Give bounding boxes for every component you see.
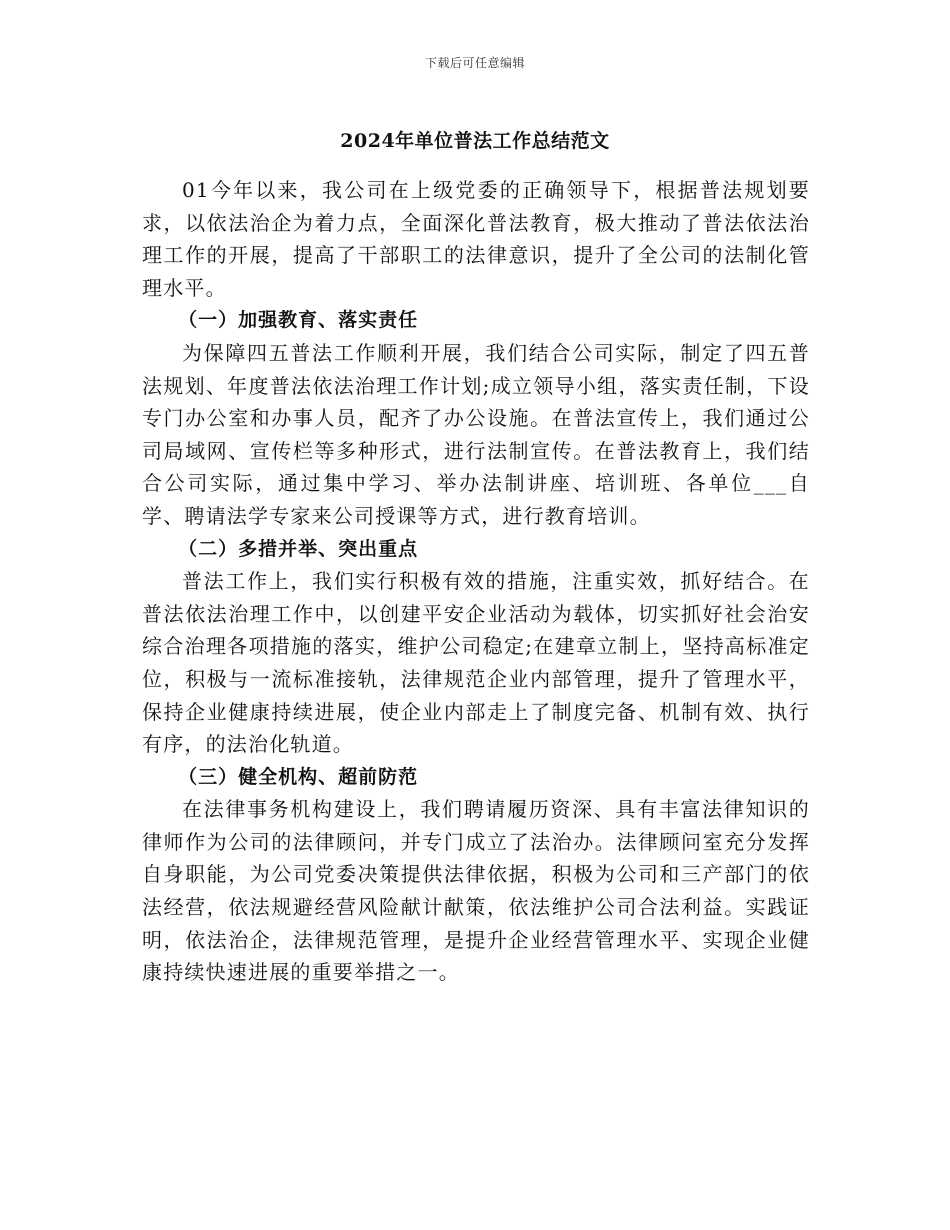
section-body-3: 在法律事务机构建设上，我们聘请履历资深、具有丰富法律知识的律师作为公司的法律顾问，并专门成立了法治办。法律顾问室充分发挥自身职能，为公司党委决策提供法律依据，积极为公司和三产部门的依法经营，依法规避经营风险献计献策，依法维护公司合法利益。实践证明，依法治企，法律规范管理，是提升企业经营管理水平、实现企业健康持续快速进展的重要举措之一。 (142, 797, 810, 985)
section-body-2: 普法工作上，我们实行积极有效的措施，注重实效，抓好结合。在普法依法治理工作中，以创建平安企业活动为载体，切实抓好社会治安综合治理各项措施的落实，维护公司稳定;在建章立制上，坚持高标准定位，积极与一流标准接轨，法律规范企业内部管理，提升了管理水平，保持企业健康持续进展，使企业内部走上了制度完备、机制有效、执行有序，的法治化轨道。 (142, 569, 810, 757)
section-heading-2: （二）多措并举、突出重点 (178, 537, 419, 560)
page-header-note: 下载后可任意编辑 (424, 56, 525, 70)
section-heading-1: （一）加强教育、落实责任 (178, 309, 419, 332)
section-heading-3: （三）健全机构、超前防范 (178, 765, 419, 788)
document-body (142, 174, 810, 989)
section-body-1: 为保障四五普法工作顺利开展，我们结合公司实际，制定了四五普法规划、年度普法依法治理工作计划;成立领导小组，落实责任制，下设专门办公室和办事人员，配齐了办公设施。在普法宣传上，我们通过公司局域网、宣传栏等多种形式，进行法制宣传。在普法教育上，我们结合公司实际，通过集中学习、举办法制讲座、培训班、各单位___自学、聘请法学专家来公司授课等方式，进行教育培训。 (142, 340, 810, 528)
document-title: 2024年单位普法工作总结范文 (340, 130, 610, 152)
intro-paragraph: 01今年以来，我公司在上级党委的正确领导下，根据普法规划要求，以依法治企为着力点，全面深化普法教育，极大推动了普法依法治理工作的开展，提高了干部职工的法律意识，提升了全公司的法制化管理水平。 (142, 178, 810, 300)
